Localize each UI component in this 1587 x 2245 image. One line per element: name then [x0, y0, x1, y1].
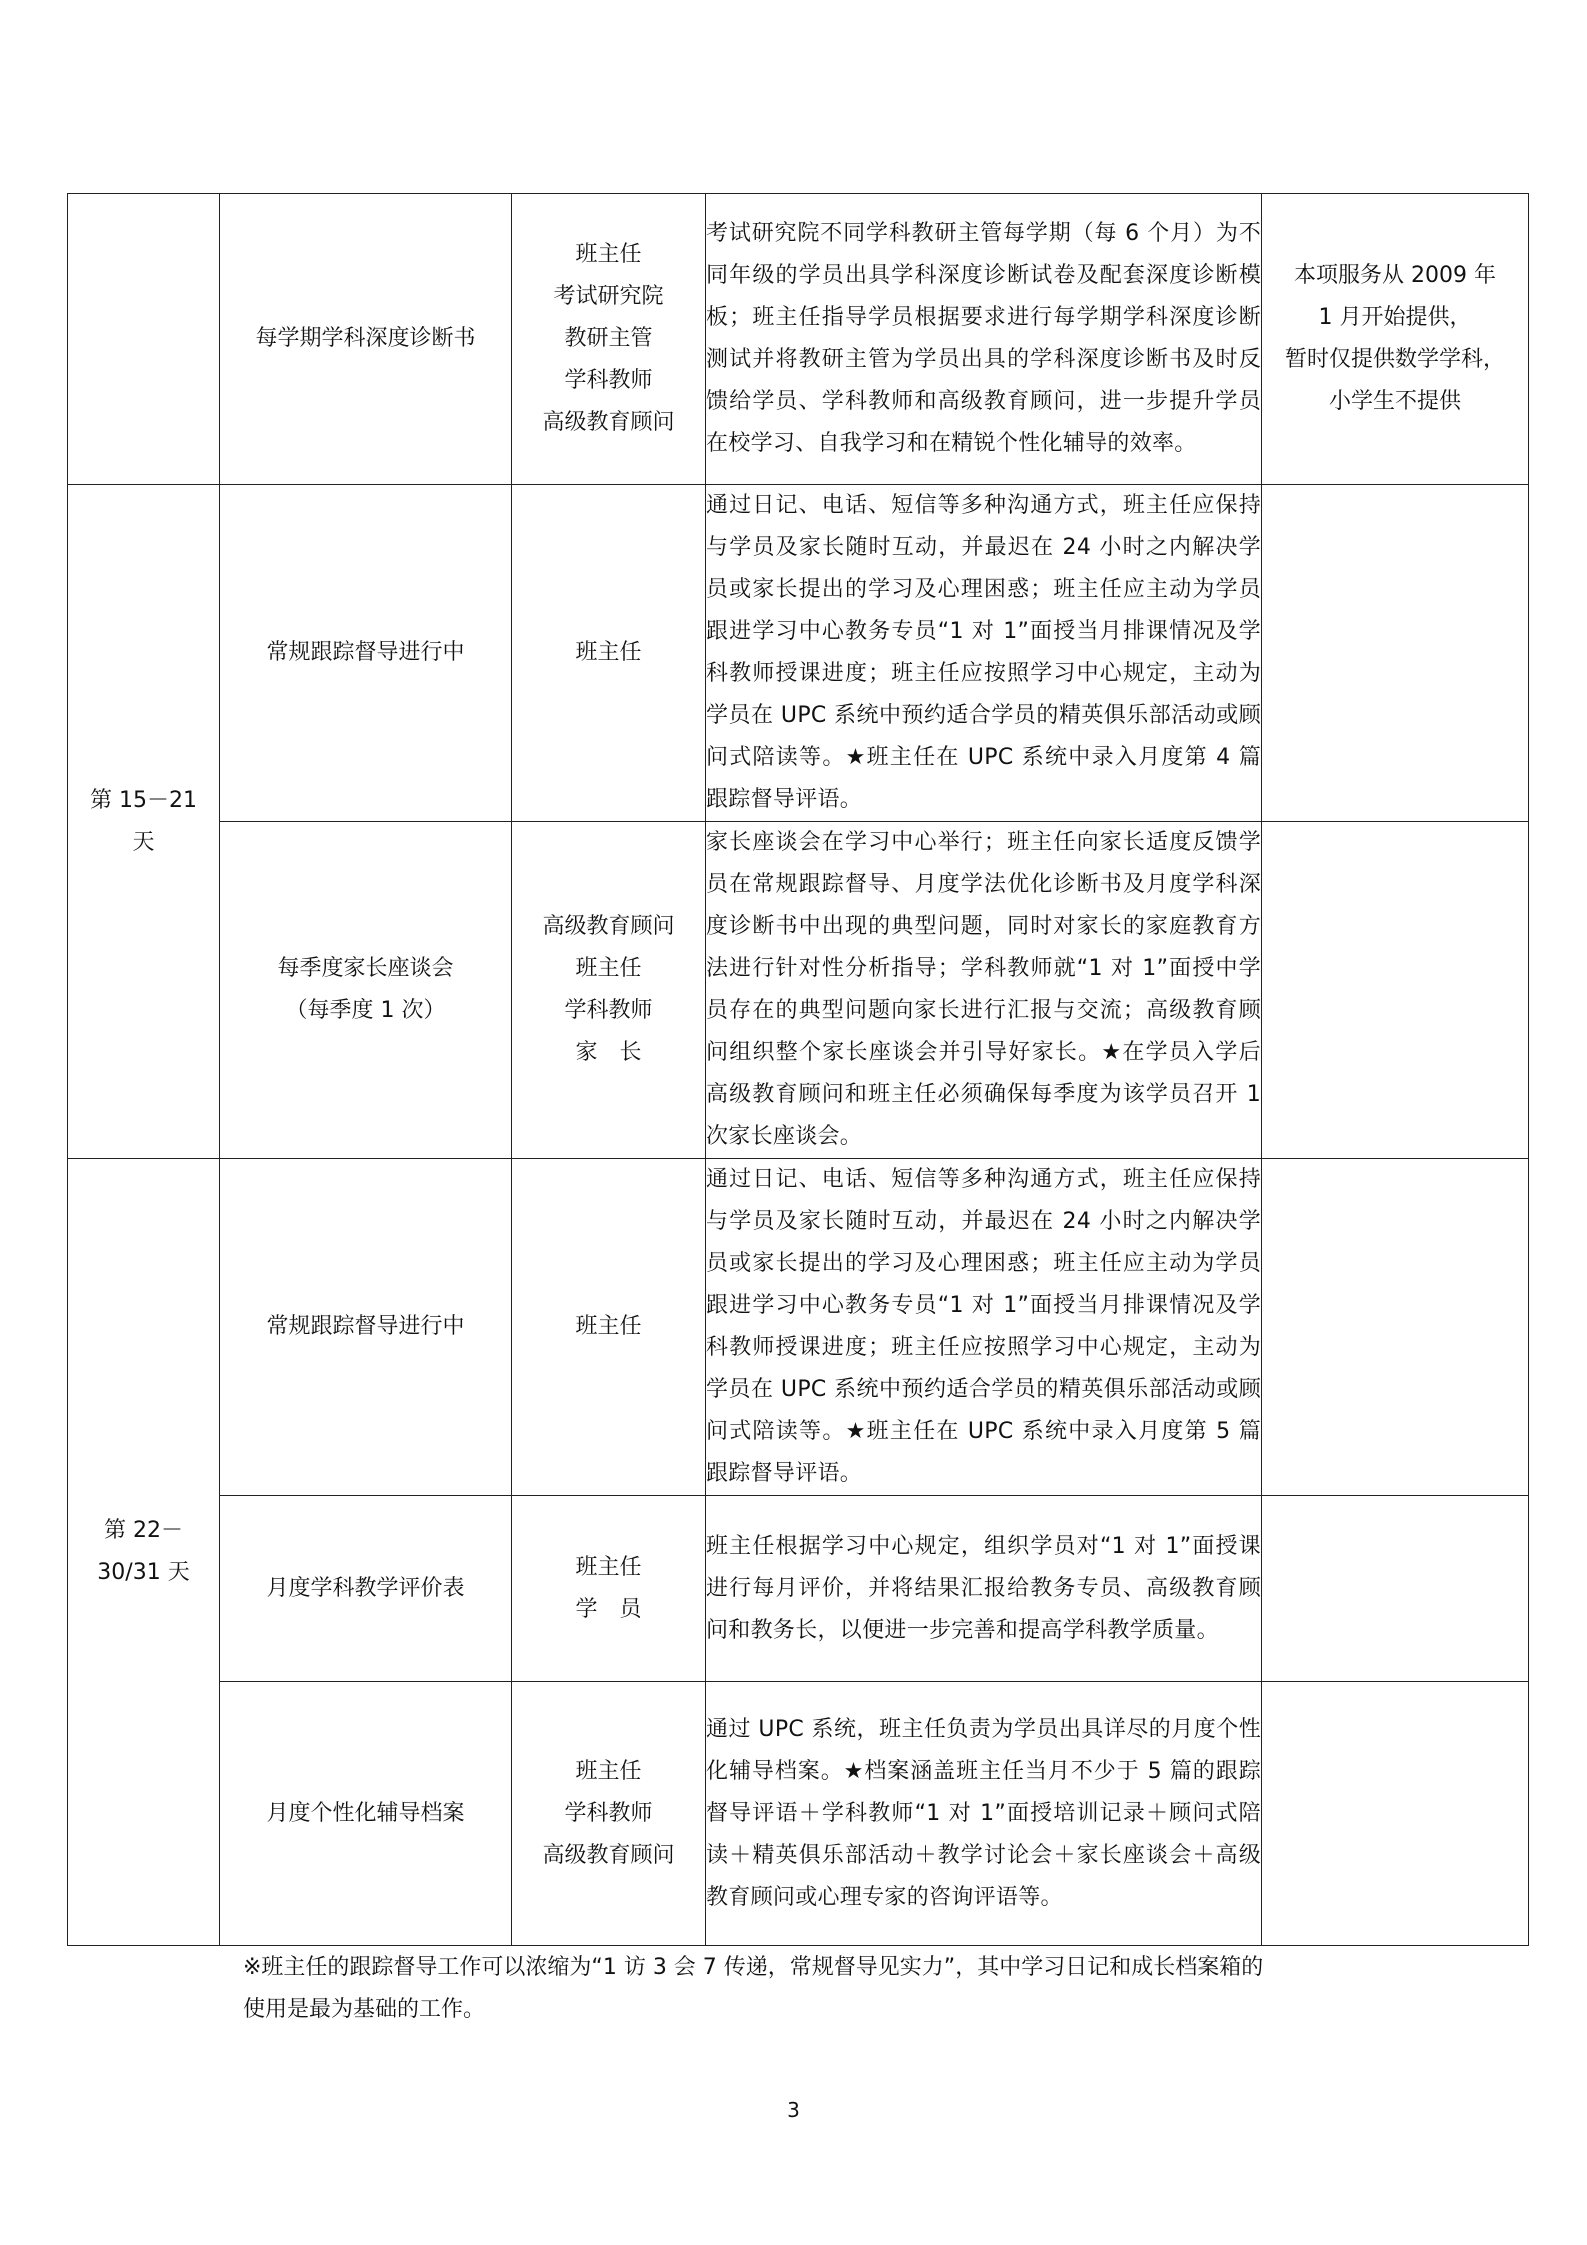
service-item-cell: 常规跟踪督导进行中 — [220, 1159, 512, 1496]
footnote: ※班主任的跟踪督导工作可以浓缩为“1 访 3 会 7 传递，常规督导见实力”，其中学习日记和成长档案箱的 使用是最为基础的工作。 — [243, 1955, 1264, 2022]
page-number: 3 — [787, 2098, 800, 2122]
service-item-cell: 每学期学科深度诊断书 — [220, 194, 512, 485]
responsible-roles-cell: 班主任 考试研究院 教研主管 学科教师 高级教育顾问 — [512, 194, 706, 485]
table-row — [68, 1682, 1529, 1946]
service-description-cell: 通过 UPC 系统，班主任负责为学员出具详尽的月度个性化辅导档案。★档案涵盖班主任当月不少于 5 篇的跟踪督导评语＋学科教师“1 对 1”面授培训记录＋顾问式陪读＋精英俱乐部活动＋教学讨论会＋家长座谈会＋高级教育顾问或心理专家的咨询评语等。 — [706, 1682, 1262, 1946]
table-row — [68, 1159, 1529, 1496]
remarks-cell: 本项服务从 2009 年 1 月开始提供， 暂时仅提供数学学科， 小学生不提供 — [1262, 194, 1529, 485]
service-item-cell: 月度个性化辅导档案 — [220, 1682, 512, 1946]
service-schedule-table — [67, 193, 1529, 1946]
service-item-cell: 月度学科教学评价表 — [220, 1496, 512, 1682]
day-cell — [68, 194, 220, 485]
service-item-cell: 每季度家长座谈会 （每季度 1 次） — [220, 822, 512, 1159]
remarks-cell — [1262, 1682, 1529, 1946]
day-cell: 第 15－21 天 — [68, 485, 220, 1159]
responsible-roles-cell: 班主任 — [512, 485, 706, 822]
service-item-cell: 常规跟踪督导进行中 — [220, 485, 512, 822]
service-description-cell: 通过日记、电话、短信等多种沟通方式，班主任应保持与学员及家长随时互动，并最迟在 24 小时之内解决学员或家长提出的学习及心理困惑；班主任应主动为学员跟进学习中心教务专员“1 对 1”面授当月排课情况及学科教师授课进度；班主任应按照学习中心规定，主动为学员在 UPC 系统中预约适合学员的精英俱乐部活动或顾问式陪读等。★班主任在 UPC 系统中录入月度第 5 篇跟踪督导评语。 — [706, 1159, 1262, 1496]
table-row — [68, 1496, 1529, 1682]
responsible-roles-cell: 班主任 学科教师 高级教育顾问 — [512, 1682, 706, 1946]
table-row — [68, 485, 1529, 822]
remarks-cell — [1262, 485, 1529, 822]
service-description-cell: 考试研究院不同学科教研主管每学期（每 6 个月）为不同年级的学员出具学科深度诊断试卷及配套深度诊断模板；班主任指导学员根据要求进行每学期学科深度诊断测试并将教研主管为学员出具的学科深度诊断书及时反馈给学员、学科教师和高级教育顾问，进一步提升学员在校学习、自我学习和在精锐个性化辅导的效率。 — [706, 194, 1262, 485]
table-row — [68, 822, 1529, 1159]
remarks-cell — [1262, 822, 1529, 1159]
responsible-roles-cell: 高级教育顾问 班主任 学科教师 家 长 — [512, 822, 706, 1159]
day-cell: 第 22－ 30/31 天 — [68, 1159, 220, 1946]
service-description-cell: 班主任根据学习中心规定，组织学员对“1 对 1”面授课进行每月评价，并将结果汇报给教务专员、高级教育顾问和教务长，以便进一步完善和提高学科教学质量。 — [706, 1496, 1262, 1682]
service-description-cell: 通过日记、电话、短信等多种沟通方式，班主任应保持与学员及家长随时互动，并最迟在 24 小时之内解决学员或家长提出的学习及心理困惑；班主任应主动为学员跟进学习中心教务专员“1 对 1”面授当月排课情况及学科教师授课进度；班主任应按照学习中心规定，主动为学员在 UPC 系统中预约适合学员的精英俱乐部活动或顾问式陪读等。★班主任在 UPC 系统中录入月度第 4 篇跟踪督导评语。 — [706, 485, 1262, 822]
remarks-cell — [1262, 1159, 1529, 1496]
service-description-cell: 家长座谈会在学习中心举行；班主任向家长适度反馈学员在常规跟踪督导、月度学法优化诊断书及月度学科深度诊断书中出现的典型问题，同时对家长的家庭教育方法进行针对性分析指导；学科教师就“1 对 1”面授中学员存在的典型问题向家长进行汇报与交流；高级教育顾问组织整个家长座谈会并引导好家长。★在学员入学后高级教育顾问和班主任必须确保每季度为该学员召开 1 次家长座谈会。 — [706, 822, 1262, 1159]
responsible-roles-cell: 班主任 — [512, 1159, 706, 1496]
remarks-cell — [1262, 1496, 1529, 1682]
table-row — [68, 194, 1529, 485]
responsible-roles-cell: 班主任 学 员 — [512, 1496, 706, 1682]
